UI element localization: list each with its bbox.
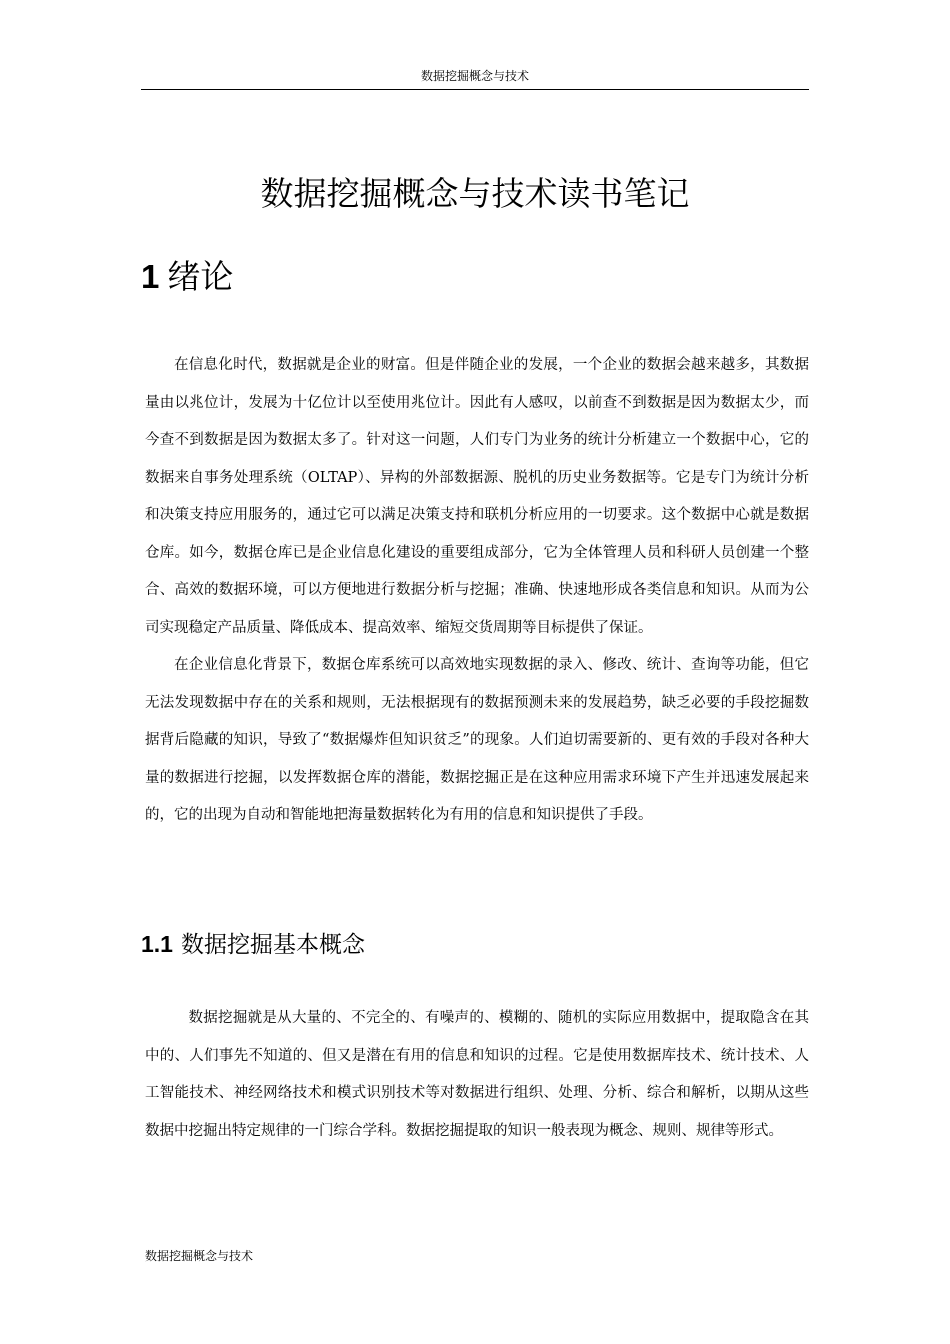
section-heading-1-1 xyxy=(141,925,365,964)
footer-text: 数据挖掘概念与技术 xyxy=(145,1249,254,1263)
section-title: 绪论 xyxy=(167,257,234,296)
section-number: 1.1 xyxy=(141,931,173,957)
section-1-1-body xyxy=(145,1000,809,1150)
page-footer xyxy=(145,1248,253,1264)
section-1-body xyxy=(145,347,809,835)
paragraph: 在企业信息化背景下，数据仓库系统可以高效地实现数据的录入、修改、统计、查询等功能，但它无法发现数据中存在的关系和规则，无法根据现有的数据预测未来的发展趋势，缺乏必要的手段挖掘数据背后隐藏的知识，导致了“数据爆炸但知识贫乏”的现象。人们迫切需要新的、更有效的手段对各种大量的数据进行挖掘，以发挥数据仓库的潜能，数据挖掘正是在这种应用需求环境下产生并迅速发展起来的，它的出现为自动和智能地把海量数据转化为有用的信息和知识提供了手段。 xyxy=(145,657,809,823)
paragraph: 在信息化时代，数据就是企业的财富。但是伴随企业的发展，一个企业的数据会越来越多，其数据量由以兆位计，发展为十亿位计以至使用兆位计。因此有人感叹，以前查不到数据是因为数据太少，而今查不到数据是因为数据太多了。针对这一问题，人们专门为业务的统计分析建立一个数据中心，它的数据来自事务处理系统（OLTAP）、异构的外部数据源、脱机的历史业务数据等。它是专门为统计分析和决策支持应用服务的，通过它可以满足决策支持和联机分析应用的一切要求。这个数据中心就是数据仓库。如今，数据仓库已是企业信息化建设的重要组成部分，它为全体管理人员和科研人员创建一个整合、高效的数据环境，可以方便地进行数据分析与挖掘；准确、快速地形成各类信息和知识。从而为公司实现稳定产品质量、降低成本、提高效率、缩短交货周期等目标提供了保证。 xyxy=(145,357,809,636)
running-title: 数据挖掘概念与技术 xyxy=(420,69,529,83)
paragraph: 数据挖掘就是从大量的、不完全的、有噪声的、模糊的、随机的实际应用数据中，提取隐含在其中的、人们事先不知道的、但又是潜在有用的信息和知识的过程。它是使用数据库技术、统计技术、人工智能技术、神经网络技术和模式识别技术等对数据进行组织、处理、分析、综合和解析，以期从这些数据中挖掘出特定规律的一门综合学科。数据挖掘提取的知识一般表现为概念、规则、规律等形式。 xyxy=(145,1010,809,1139)
section-heading-1 xyxy=(141,253,233,301)
page-header xyxy=(141,68,809,90)
section-number: 1 xyxy=(141,258,160,295)
section-title: 数据挖掘基本概念 xyxy=(180,932,365,958)
document-title: 数据挖掘概念与技术读书笔记 xyxy=(260,174,690,213)
